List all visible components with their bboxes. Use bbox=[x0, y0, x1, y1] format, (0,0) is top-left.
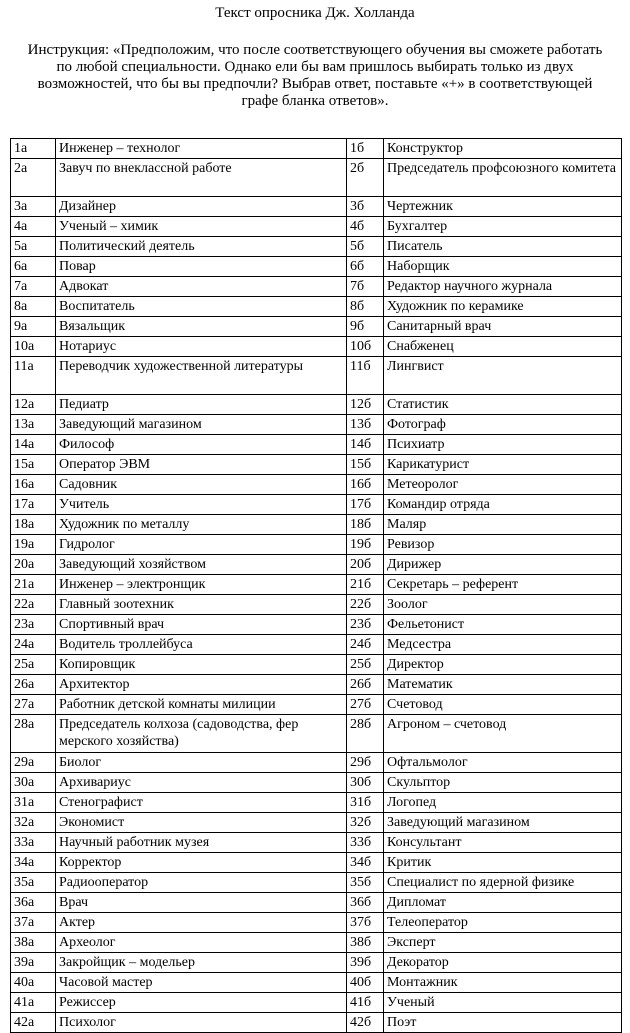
option-b-number: 21б bbox=[347, 575, 384, 595]
option-a-profession: Учитель bbox=[56, 495, 347, 515]
table-row bbox=[11, 893, 622, 913]
table-row bbox=[11, 277, 622, 297]
option-b-number: 8б bbox=[347, 297, 384, 317]
option-a-number: 37а bbox=[11, 913, 56, 933]
option-b-number: 37б bbox=[347, 913, 384, 933]
option-a-number: 38а bbox=[11, 933, 56, 953]
table-row bbox=[11, 635, 622, 655]
option-b-number: 22б bbox=[347, 595, 384, 615]
option-a-profession: Копировщик bbox=[56, 655, 347, 675]
table-row bbox=[11, 993, 622, 1013]
option-a-number: 26а bbox=[11, 675, 56, 695]
table-row bbox=[11, 237, 622, 257]
option-b-profession: Маляр bbox=[384, 515, 622, 535]
option-b-profession: Телеоператор bbox=[384, 913, 622, 933]
option-b-profession: Зоолог bbox=[384, 595, 622, 615]
table-row bbox=[11, 515, 622, 535]
option-a-profession: Закройщик – модельер bbox=[56, 953, 347, 973]
option-b-number: 20б bbox=[347, 555, 384, 575]
option-b-number: 9б bbox=[347, 317, 384, 337]
option-b-profession: Снабженец bbox=[384, 337, 622, 357]
option-b-number: 16б bbox=[347, 475, 384, 495]
table-row bbox=[11, 197, 622, 217]
option-b-number: 35б bbox=[347, 873, 384, 893]
option-a-number: 19а bbox=[11, 535, 56, 555]
table-row bbox=[11, 217, 622, 237]
option-b-number: 25б bbox=[347, 655, 384, 675]
option-a-profession: Водитель троллейбуса bbox=[56, 635, 347, 655]
option-b-profession: Эксперт bbox=[384, 933, 622, 953]
option-b-number: 23б bbox=[347, 615, 384, 635]
option-a-profession: Археолог bbox=[56, 933, 347, 953]
option-b-profession: Специалист по ядерной физике bbox=[384, 873, 622, 893]
option-b-profession: Математик bbox=[384, 675, 622, 695]
option-b-profession: Агроном – счетовод bbox=[384, 715, 622, 753]
option-a-number: 29а bbox=[11, 753, 56, 773]
option-a-number: 36а bbox=[11, 893, 56, 913]
table-row bbox=[11, 495, 622, 515]
table-row bbox=[11, 455, 622, 475]
option-b-profession: Художник по керамике bbox=[384, 297, 622, 317]
option-a-profession: Художник по металлу bbox=[56, 515, 347, 535]
option-a-number: 24а bbox=[11, 635, 56, 655]
option-b-number: 4б bbox=[347, 217, 384, 237]
option-b-number: 7б bbox=[347, 277, 384, 297]
option-a-profession: Дизайнер bbox=[56, 197, 347, 217]
option-b-profession: Счетовод bbox=[384, 695, 622, 715]
table-row bbox=[11, 675, 622, 695]
table-row bbox=[11, 357, 622, 395]
option-a-number: 28а bbox=[11, 715, 56, 753]
option-a-profession: Актер bbox=[56, 913, 347, 933]
option-a-number: 3а bbox=[11, 197, 56, 217]
option-b-profession: Офтальмолог bbox=[384, 753, 622, 773]
option-b-profession: Логопед bbox=[384, 793, 622, 813]
option-b-profession: Медсестра bbox=[384, 635, 622, 655]
option-a-number: 14а bbox=[11, 435, 56, 455]
option-a-profession: Философ bbox=[56, 435, 347, 455]
option-b-profession: Метеоролог bbox=[384, 475, 622, 495]
questionnaire-table bbox=[10, 138, 622, 1033]
option-a-number: 12а bbox=[11, 395, 56, 415]
option-a-profession: Экономист bbox=[56, 813, 347, 833]
table-row bbox=[11, 615, 622, 635]
table-row bbox=[11, 435, 622, 455]
option-b-number: 10б bbox=[347, 337, 384, 357]
option-b-profession: Бухгалтер bbox=[384, 217, 622, 237]
option-b-number: 32б bbox=[347, 813, 384, 833]
option-b-profession: Дирижер bbox=[384, 555, 622, 575]
option-b-profession: Монтажник bbox=[384, 973, 622, 993]
option-a-profession: Нотариус bbox=[56, 337, 347, 357]
option-a-number: 25а bbox=[11, 655, 56, 675]
table-row bbox=[11, 535, 622, 555]
option-a-profession: Главный зоотехник bbox=[56, 595, 347, 615]
option-a-number: 6а bbox=[11, 257, 56, 277]
option-a-profession: Архивариус bbox=[56, 773, 347, 793]
option-b-number: 31б bbox=[347, 793, 384, 813]
option-a-number: 7а bbox=[11, 277, 56, 297]
option-a-profession: Радиооператор bbox=[56, 873, 347, 893]
questionnaire-rows bbox=[11, 139, 622, 1033]
option-b-number: 41б bbox=[347, 993, 384, 1013]
option-b-number: 27б bbox=[347, 695, 384, 715]
option-a-number: 41а bbox=[11, 993, 56, 1013]
option-a-profession: Часовой мастер bbox=[56, 973, 347, 993]
option-b-profession: Ревизор bbox=[384, 535, 622, 555]
table-row bbox=[11, 337, 622, 357]
option-b-number: 29б bbox=[347, 753, 384, 773]
option-a-profession: Режиссер bbox=[56, 993, 347, 1013]
option-b-number: 1б bbox=[347, 139, 384, 159]
option-a-number: 16а bbox=[11, 475, 56, 495]
option-a-number: 20а bbox=[11, 555, 56, 575]
option-b-number: 26б bbox=[347, 675, 384, 695]
option-a-profession: Педиатр bbox=[56, 395, 347, 415]
option-a-number: 23а bbox=[11, 615, 56, 635]
option-a-profession: Стенографист bbox=[56, 793, 347, 813]
option-a-number: 10а bbox=[11, 337, 56, 357]
option-a-number: 40а bbox=[11, 973, 56, 993]
option-b-number: 14б bbox=[347, 435, 384, 455]
option-b-number: 2б bbox=[347, 159, 384, 197]
table-row bbox=[11, 595, 622, 615]
option-a-number: 8а bbox=[11, 297, 56, 317]
table-row bbox=[11, 655, 622, 675]
option-a-profession: Архитектор bbox=[56, 675, 347, 695]
option-b-profession: Психиатр bbox=[384, 435, 622, 455]
option-a-number: 27а bbox=[11, 695, 56, 715]
option-b-profession: Заведующий магазином bbox=[384, 813, 622, 833]
option-a-number: 22а bbox=[11, 595, 56, 615]
option-b-profession: Карикатурист bbox=[384, 455, 622, 475]
table-row bbox=[11, 793, 622, 813]
table-row bbox=[11, 475, 622, 495]
option-a-number: 31а bbox=[11, 793, 56, 813]
table-row bbox=[11, 753, 622, 773]
option-a-profession: Психолог bbox=[56, 1013, 347, 1033]
option-a-profession: Адвокат bbox=[56, 277, 347, 297]
table-row bbox=[11, 833, 622, 853]
table-row bbox=[11, 297, 622, 317]
table-row bbox=[11, 853, 622, 873]
option-b-profession: Консультант bbox=[384, 833, 622, 853]
option-a-number: 35а bbox=[11, 873, 56, 893]
table-row bbox=[11, 873, 622, 893]
option-a-profession: Воспитатель bbox=[56, 297, 347, 317]
table-row bbox=[11, 395, 622, 415]
option-a-number: 33а bbox=[11, 833, 56, 853]
option-a-profession: Председатель колхоза (садоводства, фер мерского хозяйства) bbox=[56, 715, 347, 753]
instruction-text: Инструкция: «Предположим, что после соответствующего обучения вы сможете работать по любой специальности. Однако ели бы вам пришлось выбирать только из двух возможностей, что бы вы предпочли? Выбрав ответ, поставьте «+» в соответствующей графе бланка ответов». bbox=[27, 42, 603, 109]
option-a-profession: Корректор bbox=[56, 853, 347, 873]
option-b-profession: Редактор научного журнала bbox=[384, 277, 622, 297]
table-row bbox=[11, 555, 622, 575]
option-a-profession: Научный работник музея bbox=[56, 833, 347, 853]
option-b-number: 6б bbox=[347, 257, 384, 277]
option-b-profession: Критик bbox=[384, 853, 622, 873]
option-a-profession: Спортивный врач bbox=[56, 615, 347, 635]
table-row bbox=[11, 913, 622, 933]
option-b-number: 34б bbox=[347, 853, 384, 873]
option-b-number: 19б bbox=[347, 535, 384, 555]
option-b-number: 24б bbox=[347, 635, 384, 655]
table-row bbox=[11, 773, 622, 793]
option-b-number: 36б bbox=[347, 893, 384, 913]
option-a-profession: Вязальщик bbox=[56, 317, 347, 337]
option-a-profession: Работник детской комнаты милиции bbox=[56, 695, 347, 715]
option-a-profession: Инженер – электронщик bbox=[56, 575, 347, 595]
option-a-number: 15а bbox=[11, 455, 56, 475]
table-row bbox=[11, 139, 622, 159]
option-b-profession: Ученый bbox=[384, 993, 622, 1013]
table-row bbox=[11, 1013, 622, 1033]
option-a-profession: Повар bbox=[56, 257, 347, 277]
option-a-number: 9а bbox=[11, 317, 56, 337]
option-b-profession: Декоратор bbox=[384, 953, 622, 973]
option-a-profession: Оператор ЭВМ bbox=[56, 455, 347, 475]
option-b-profession: Чертежник bbox=[384, 197, 622, 217]
option-b-profession: Фотограф bbox=[384, 415, 622, 435]
option-b-number: 5б bbox=[347, 237, 384, 257]
option-b-number: 38б bbox=[347, 933, 384, 953]
option-b-number: 39б bbox=[347, 953, 384, 973]
option-a-profession: Садовник bbox=[56, 475, 347, 495]
table-row bbox=[11, 973, 622, 993]
option-b-profession: Скульптор bbox=[384, 773, 622, 793]
option-a-number: 39а bbox=[11, 953, 56, 973]
option-a-number: 30а bbox=[11, 773, 56, 793]
page-title: Текст опросника Дж. Холланда bbox=[215, 5, 415, 21]
option-a-profession: Инженер – технолог bbox=[56, 139, 347, 159]
table-row bbox=[11, 415, 622, 435]
table-row bbox=[11, 159, 622, 197]
option-a-profession: Заведующий магазином bbox=[56, 415, 347, 435]
table-row bbox=[11, 257, 622, 277]
table-row bbox=[11, 715, 622, 753]
table-row bbox=[11, 575, 622, 595]
option-b-profession: Писатель bbox=[384, 237, 622, 257]
option-a-profession: Заведующий хозяйством bbox=[56, 555, 347, 575]
option-b-profession: Дипломат bbox=[384, 893, 622, 913]
option-b-profession: Секретарь – референт bbox=[384, 575, 622, 595]
option-b-number: 28б bbox=[347, 715, 384, 753]
option-a-number: 1а bbox=[11, 139, 56, 159]
option-b-profession: Наборщик bbox=[384, 257, 622, 277]
option-a-number: 4а bbox=[11, 217, 56, 237]
option-b-number: 40б bbox=[347, 973, 384, 993]
option-a-profession: Переводчик художественной литературы bbox=[56, 357, 347, 395]
option-b-profession: Лингвист bbox=[384, 357, 622, 395]
option-b-profession: Директор bbox=[384, 655, 622, 675]
option-b-profession: Председатель профсоюзного комитета bbox=[384, 159, 622, 197]
table-row bbox=[11, 695, 622, 715]
option-a-number: 2а bbox=[11, 159, 56, 197]
option-b-number: 30б bbox=[347, 773, 384, 793]
option-a-profession: Завуч по внеклассной работе bbox=[56, 159, 347, 197]
option-b-number: 17б bbox=[347, 495, 384, 515]
option-a-profession: Гидролог bbox=[56, 535, 347, 555]
option-a-number: 42а bbox=[11, 1013, 56, 1033]
table-row bbox=[11, 933, 622, 953]
table-row bbox=[11, 317, 622, 337]
option-a-profession: Врач bbox=[56, 893, 347, 913]
option-b-number: 42б bbox=[347, 1013, 384, 1033]
option-b-number: 11б bbox=[347, 357, 384, 395]
option-b-number: 13б bbox=[347, 415, 384, 435]
table-row bbox=[11, 953, 622, 973]
option-a-number: 18а bbox=[11, 515, 56, 535]
option-a-number: 21а bbox=[11, 575, 56, 595]
option-a-number: 17а bbox=[11, 495, 56, 515]
option-b-profession: Поэт bbox=[384, 1013, 622, 1033]
table-row bbox=[11, 813, 622, 833]
option-a-number: 34а bbox=[11, 853, 56, 873]
option-a-profession: Политический деятель bbox=[56, 237, 347, 257]
option-b-number: 33б bbox=[347, 833, 384, 853]
option-b-number: 3б bbox=[347, 197, 384, 217]
option-b-profession: Командир отряда bbox=[384, 495, 622, 515]
option-b-profession: Фельетонист bbox=[384, 615, 622, 635]
option-b-profession: Статистик bbox=[384, 395, 622, 415]
option-a-number: 13а bbox=[11, 415, 56, 435]
option-a-profession: Ученый – химик bbox=[56, 217, 347, 237]
option-b-profession: Конструктор bbox=[384, 139, 622, 159]
option-b-profession: Санитарный врач bbox=[384, 317, 622, 337]
option-a-profession: Биолог bbox=[56, 753, 347, 773]
option-a-number: 32а bbox=[11, 813, 56, 833]
option-a-number: 5а bbox=[11, 237, 56, 257]
option-b-number: 12б bbox=[347, 395, 384, 415]
option-b-number: 18б bbox=[347, 515, 384, 535]
option-b-number: 15б bbox=[347, 455, 384, 475]
option-a-number: 11а bbox=[11, 357, 56, 395]
